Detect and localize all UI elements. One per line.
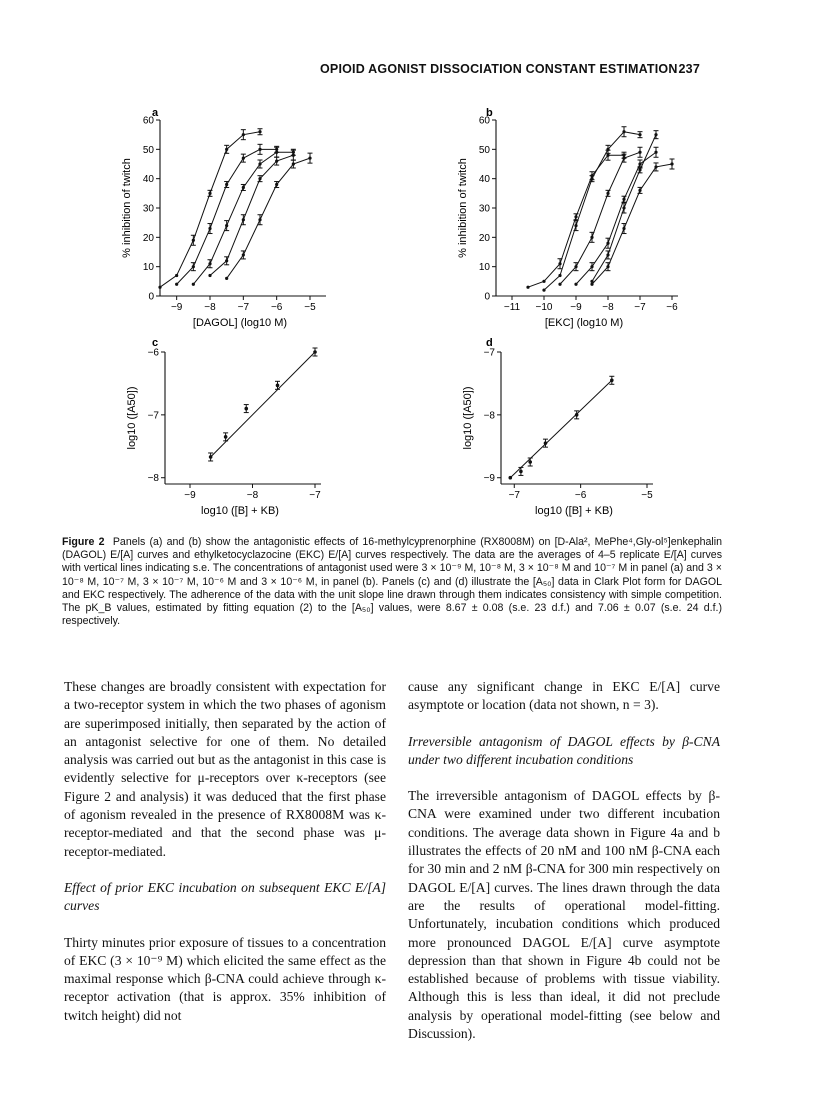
data-point [258, 162, 261, 165]
x-tick-label: −5 [641, 490, 653, 501]
data-point [208, 262, 211, 265]
y-tick-label: 0 [484, 291, 490, 303]
y-tick-label: −7 [483, 347, 495, 359]
data-point [258, 130, 261, 133]
panel-a-label: a [152, 107, 159, 119]
data-point [528, 460, 532, 464]
left-paragraph-1: These changes are broadly consistent with expectation for a two-receptor system in which the two phases of agonism are superimposed initially, then separated by the action of an antagonist selective for one of them. No detailed analysis was carried out but as the antagonist in this case is evidently selective for μ-receptors over κ-receptors (see Figure 2 and analysis) it was deduced that the first phase of agonism revealed in the presence of RX8008M was κ-receptor-mediated and that the second phase was μ-receptor-mediated. [64, 679, 386, 859]
panel-b-chart [457, 116, 678, 330]
data-point [606, 154, 609, 157]
left-column [64, 678, 386, 1025]
series-line [210, 155, 293, 275]
data-point [192, 265, 195, 268]
data-point [244, 407, 248, 411]
data-point [638, 133, 641, 136]
data-point [208, 274, 211, 277]
data-point [519, 470, 523, 474]
section-heading-bcna: Irreversible antagonism of DAGOL effects by β-CNA under two different incubation conditions [408, 733, 720, 767]
data-point [574, 215, 577, 218]
data-point [208, 227, 211, 230]
data-point [606, 192, 609, 195]
x-tick-label: −8 [246, 490, 259, 501]
right-paragraph-2: The irreversible antagonism of DAGOL effects by β-CNA were examined under two different incubation conditions. The average data shown in Figure 4a and b illustrates the effects of 20 nM and 100 nM β-CNA each for 30 min and 2 nM β-CNA for 300 min respectively on DAGOL E/[A] curves. The lines drawn through the data are the results of operational model-fitting. Unfortunately, incubation conditions which produced more pronounced DAGOL E/[A] curve asymptote depression than that shown in Figure 4b could not be established because of problems with tissue viability. Although this is less than ideal, it did not preclude analysis by operational model-fitting (see below and Discussion). [408, 788, 720, 1042]
data-point [670, 162, 673, 165]
data-point [638, 151, 641, 154]
y-tick-label: 40 [478, 174, 490, 186]
right-paragraph-1: cause any significant change in EKC E/[A] curve asymptote or location (data not shown, n = 3). [408, 679, 720, 713]
data-point [558, 274, 561, 277]
y-tick-label: 0 [148, 291, 154, 303]
x-tick-label: −8 [602, 302, 614, 313]
caption-label: Figure 2 [62, 536, 105, 548]
y-tick-label: −7 [147, 410, 159, 422]
data-point [610, 378, 614, 382]
data-point [224, 435, 228, 439]
y-tick-label: 40 [142, 174, 154, 186]
data-point [590, 265, 593, 268]
x-tick-label: −7 [634, 302, 646, 313]
section-heading-ekc: Effect of prior EKC incubation on subsequent EKC E/[A] curves [64, 879, 386, 914]
x-tick-label: −6 [574, 490, 587, 501]
y-tick-label: 60 [142, 115, 154, 127]
data-point [575, 413, 579, 417]
data-point [606, 148, 609, 151]
panel-c-label: c [152, 337, 159, 349]
x-tick-label: −9 [170, 302, 183, 313]
data-point [638, 168, 641, 171]
data-point [225, 183, 228, 186]
data-point [258, 148, 261, 151]
series-line [227, 158, 310, 278]
data-point [654, 165, 657, 168]
data-point [622, 227, 625, 230]
figure-caption [62, 536, 722, 628]
data-point [638, 189, 641, 192]
data-point [158, 286, 161, 289]
data-point [622, 206, 625, 209]
data-point [258, 218, 261, 221]
data-point [242, 133, 245, 136]
data-point [225, 277, 228, 280]
data-point [542, 280, 545, 283]
data-point [508, 476, 512, 480]
y-tick-label: 60 [478, 115, 490, 127]
data-point [590, 283, 593, 286]
data-point [654, 151, 657, 154]
data-point [574, 224, 577, 227]
page-number: 237 [678, 62, 700, 76]
data-point [590, 177, 593, 180]
data-point [558, 262, 561, 265]
x-tick-label: −5 [304, 302, 316, 313]
y-tick-label: −9 [483, 473, 495, 485]
y-axis-label: log10 ([A50]) [462, 386, 474, 450]
data-point [622, 198, 625, 201]
x-tick-label: −9 [570, 302, 582, 313]
data-point [275, 159, 278, 162]
panel-d-chart [462, 348, 653, 518]
x-axis-label: [EKC] (log10 M) [544, 317, 624, 329]
data-point [622, 157, 625, 160]
data-point [192, 239, 195, 242]
y-tick-label: −6 [147, 347, 159, 359]
data-point [242, 186, 245, 189]
left-paragraph-2: Thirty minutes prior exposure of tissues to a concentration of EKC (3 × 10⁻⁹ M) which elicited the same effect as the maximal response which β-CNA could achieve through κ-receptor activation (that is approx. 35% inhibition of twitch height) did not [64, 934, 386, 1023]
y-tick-label: −8 [147, 473, 159, 485]
x-tick-label: −8 [204, 302, 216, 313]
x-tick-label: −9 [184, 490, 196, 501]
data-point [242, 218, 245, 221]
data-point [208, 192, 211, 195]
y-tick-label: 20 [478, 232, 490, 244]
data-point [225, 148, 228, 151]
data-point [558, 283, 561, 286]
x-axis-label: log10 ([B] + KB) [535, 505, 613, 517]
data-point [175, 274, 178, 277]
data-point [225, 259, 228, 262]
data-point [574, 283, 577, 286]
data-point [526, 286, 529, 289]
running-header [320, 62, 700, 76]
data-point [590, 236, 593, 239]
y-tick-label: 50 [142, 144, 154, 156]
series-line [576, 152, 656, 284]
data-point [638, 162, 641, 165]
panel-d-label: d [486, 337, 493, 349]
data-point [275, 183, 278, 186]
y-axis-label: log10 ([A50]) [126, 386, 138, 450]
data-point [209, 455, 213, 459]
y-tick-label: 30 [478, 203, 490, 215]
x-tick-label: −7 [237, 302, 250, 313]
data-point [258, 177, 261, 180]
panel-b-label: b [486, 107, 493, 119]
data-point [606, 265, 609, 268]
right-column [408, 678, 720, 1043]
data-point [292, 162, 295, 165]
panel-a-chart [121, 116, 326, 330]
y-axis-label: % inhibition of twitch [121, 158, 133, 258]
data-point [242, 253, 245, 256]
x-tick-label: −6 [270, 302, 283, 313]
fit-line [510, 380, 612, 477]
data-point [574, 265, 577, 268]
data-point [542, 289, 545, 292]
data-point [225, 224, 228, 227]
data-point [175, 283, 178, 286]
running-title: OPIOID AGONIST DISSOCIATION CONSTANT ESTIMATION [320, 62, 678, 76]
data-point [308, 157, 311, 160]
y-tick-label: 10 [478, 262, 490, 274]
y-tick-label: 50 [478, 144, 490, 156]
y-tick-label: 20 [142, 232, 154, 244]
x-tick-label: −11 [503, 302, 521, 313]
data-point [275, 151, 278, 154]
panel-c-chart [126, 348, 321, 518]
y-axis-label: % inhibition of twitch [457, 158, 469, 258]
data-point [606, 253, 609, 256]
x-tick-label: −7 [309, 490, 321, 501]
caption-text: Panels (a) and (b) show the antagonistic effects of 16-methylcyprenorphine (RX8008M) on [D-Ala², MePhe⁴,Gly-ol⁵]enkephalin (DAGOL) E/[A] curves and ethylketocyclazocine (EKC) E/[A] curves respectively. The data are the averages of 4–5 replicate E/[A] curves with vertical lines indicating s.e. The concentrations of antagonist used were 3 × 10⁻⁹ M, 10⁻⁸ M, 3 × 10⁻⁸ M and 10⁻⁷ M in panel (a) and 3 × 10⁻⁸ M, 10⁻⁷ M, 3 × 10⁻⁷ M, 10⁻⁶ M and 3 × 10⁻⁶ M, in panel (b). Panels (c) and (d) illustrate the [A₅₀] data in Clark Plot form for DAGOL and EKC respectively. The adherence of the data with the unit slope line drawn through them indicates consistency with simple competition. The pK_B values, estimated by fitting equation (2) to the [A₅₀] values, were 8.67 ± 0.08 (s.e. 23 d.f.) and 7.06 ± 0.07 (s.e. 24 d.f.) respectively. [62, 536, 722, 628]
data-point [192, 283, 195, 286]
data-point [292, 154, 295, 157]
data-point [622, 130, 625, 133]
data-point [313, 350, 317, 354]
data-point [654, 133, 657, 136]
data-point [276, 384, 280, 388]
y-tick-label: −8 [483, 410, 495, 422]
x-axis-label: [DAGOL] (log10 M) [192, 317, 288, 329]
data-point [544, 441, 548, 445]
data-point [606, 242, 609, 245]
x-tick-label: −6 [666, 302, 678, 313]
data-point [242, 157, 245, 160]
figure-2 [100, 100, 700, 530]
y-tick-label: 30 [142, 203, 154, 215]
x-tick-label: −7 [508, 490, 520, 501]
x-tick-label: −10 [535, 302, 553, 313]
y-tick-label: 10 [142, 262, 154, 274]
x-axis-label: log10 ([B] + KB) [201, 505, 279, 517]
